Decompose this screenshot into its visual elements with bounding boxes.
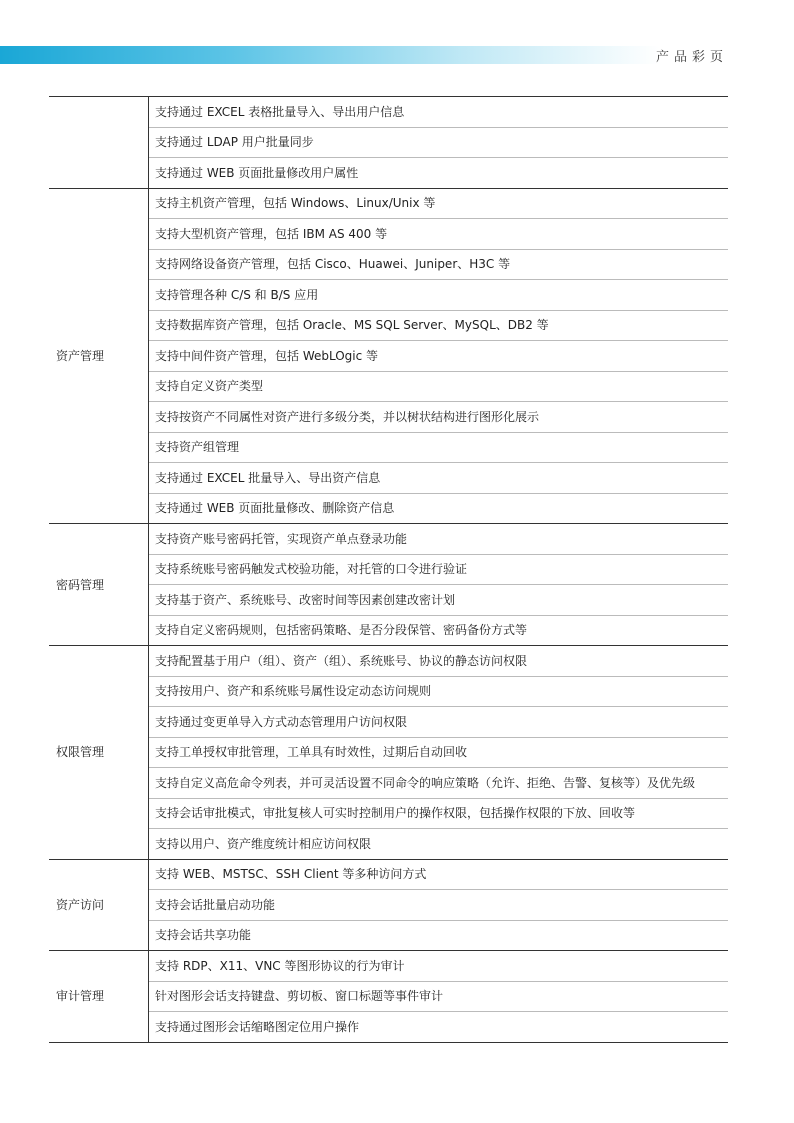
feature-item: 支持基于资产、系统账号、改密时间等因素创建改密计划 bbox=[149, 585, 729, 616]
feature-item: 支持资产组管理 bbox=[149, 432, 729, 463]
table-row bbox=[49, 798, 728, 829]
feature-item: 支持会话共享功能 bbox=[149, 920, 729, 951]
feature-item: 支持按资产不同属性对资产进行多级分类，并以树状结构进行图形化展示 bbox=[149, 402, 729, 433]
feature-item: 支持会话审批模式，审批复核人可实时控制用户的操作权限，包括操作权限的下放、回收等 bbox=[149, 798, 729, 829]
table-row bbox=[49, 951, 728, 982]
feature-item: 支持配置基于用户（组）、资产（组）、系统账号、协议的静态访问权限 bbox=[149, 646, 729, 677]
table-row bbox=[49, 646, 728, 677]
table-row bbox=[49, 432, 728, 463]
table-row bbox=[49, 585, 728, 616]
table-row bbox=[49, 341, 728, 372]
table-row bbox=[49, 1012, 728, 1043]
category-cell: 审计管理 bbox=[49, 951, 149, 1043]
feature-item: 支持通过图形会话缩略图定位用户操作 bbox=[149, 1012, 729, 1043]
feature-item: 支持会话批量启动功能 bbox=[149, 890, 729, 921]
table-row bbox=[49, 981, 728, 1012]
feature-item: 支持工单授权审批管理，工单具有时效性，过期后自动回收 bbox=[149, 737, 729, 768]
feature-item: 支持自定义密码规则，包括密码策略、是否分段保管、密码备份方式等 bbox=[149, 615, 729, 646]
table-row bbox=[49, 371, 728, 402]
table-row bbox=[49, 859, 728, 890]
feature-item: 支持中间件资产管理，包括 WebLOgic 等 bbox=[149, 341, 729, 372]
table-row bbox=[49, 615, 728, 646]
feature-item: 针对图形会话支持键盘、剪切板、窗口标题等事件审计 bbox=[149, 981, 729, 1012]
table-row bbox=[49, 97, 728, 128]
category-cell: 权限管理 bbox=[49, 646, 149, 860]
feature-item: 支持自定义高危命令列表，并可灵活设置不同命令的响应策略（允许、拒绝、告警、复核等）及优先级 bbox=[149, 768, 729, 799]
feature-item: 支持通过 LDAP 用户批量同步 bbox=[149, 127, 729, 158]
table-row bbox=[49, 554, 728, 585]
category-cell: 密码管理 bbox=[49, 524, 149, 646]
feature-item: 支持通过变更单导入方式动态管理用户访问权限 bbox=[149, 707, 729, 738]
feature-table bbox=[49, 96, 728, 1043]
category-cell bbox=[49, 97, 149, 189]
table-row bbox=[49, 890, 728, 921]
category-cell: 资产访问 bbox=[49, 859, 149, 951]
feature-item: 支持通过 EXCEL 批量导入、导出资产信息 bbox=[149, 463, 729, 494]
table-row bbox=[49, 737, 728, 768]
table-row bbox=[49, 768, 728, 799]
page-header-title: 产品彩页 bbox=[655, 50, 728, 65]
feature-table-body bbox=[49, 97, 728, 1043]
feature-item: 支持 RDP、X11、VNC 等图形协议的行为审计 bbox=[149, 951, 729, 982]
table-row bbox=[49, 310, 728, 341]
feature-item: 支持网络设备资产管理，包括 Cisco、Huawei、Juniper、H3C 等 bbox=[149, 249, 729, 280]
table-row bbox=[49, 463, 728, 494]
feature-item: 支持通过 EXCEL 表格批量导入、导出用户信息 bbox=[149, 97, 729, 128]
feature-item: 支持主机资产管理，包括 Windows、Linux/Unix 等 bbox=[149, 188, 729, 219]
feature-item: 支持大型机资产管理，包括 IBM AS 400 等 bbox=[149, 219, 729, 250]
table-row bbox=[49, 402, 728, 433]
feature-item: 支持资产账号密码托管，实现资产单点登录功能 bbox=[149, 524, 729, 555]
table-row bbox=[49, 829, 728, 860]
table-row bbox=[49, 493, 728, 524]
feature-item: 支持系统账号密码触发式校验功能，对托管的口令进行验证 bbox=[149, 554, 729, 585]
table-row bbox=[49, 158, 728, 189]
header-gradient-bar bbox=[0, 46, 660, 64]
feature-item: 支持 WEB、MSTSC、SSH Client 等多种访问方式 bbox=[149, 859, 729, 890]
table-row bbox=[49, 707, 728, 738]
feature-item: 支持以用户、资产维度统计相应访问权限 bbox=[149, 829, 729, 860]
table-row bbox=[49, 524, 728, 555]
feature-item: 支持管理各种 C/S 和 B/S 应用 bbox=[149, 280, 729, 311]
table-row bbox=[49, 188, 728, 219]
table-row bbox=[49, 127, 728, 158]
table-row bbox=[49, 280, 728, 311]
feature-item: 支持自定义资产类型 bbox=[149, 371, 729, 402]
category-cell: 资产管理 bbox=[49, 188, 149, 524]
table-row bbox=[49, 920, 728, 951]
feature-item: 支持通过 WEB 页面批量修改、删除资产信息 bbox=[149, 493, 729, 524]
table-row bbox=[49, 249, 728, 280]
table-row bbox=[49, 219, 728, 250]
table-row bbox=[49, 676, 728, 707]
feature-item: 支持按用户、资产和系统账号属性设定动态访问规则 bbox=[149, 676, 729, 707]
feature-item: 支持数据库资产管理，包括 Oracle、MS SQL Server、MySQL、DB2 等 bbox=[149, 310, 729, 341]
feature-item: 支持通过 WEB 页面批量修改用户属性 bbox=[149, 158, 729, 189]
